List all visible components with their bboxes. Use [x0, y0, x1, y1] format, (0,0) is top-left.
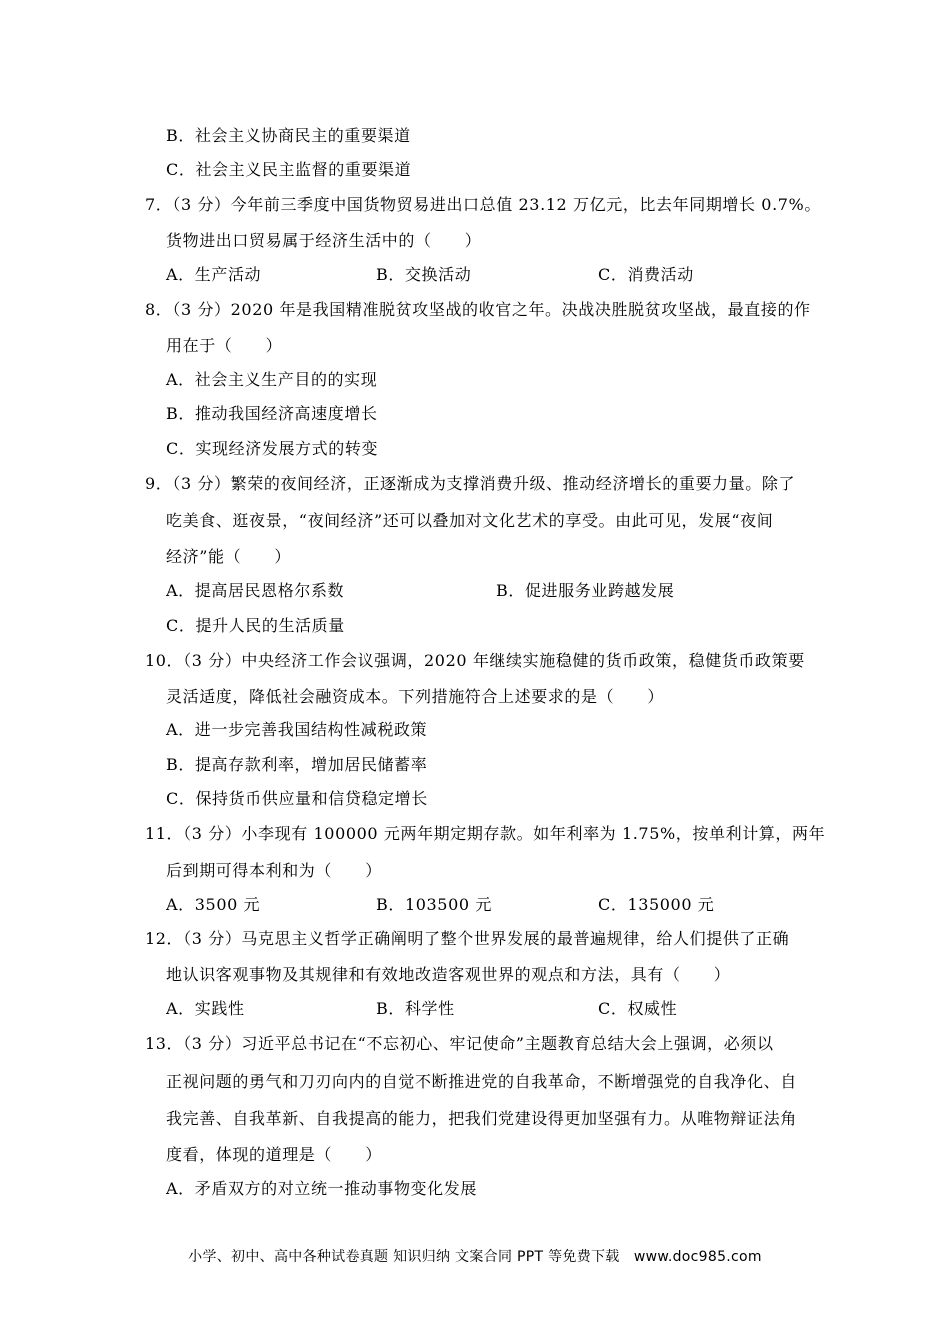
q7-option-b: B．交换活动 — [376, 265, 472, 284]
page-footer: 小学、初中、高中各种试卷真题 知识归纳 文案合同 PPT 等免费下载 www.doc985.com — [188, 1249, 762, 1265]
q12-stem-line2: 地认识客观事物及其规律和有效地改造客观世界的观点和方法，具有（ ） — [166, 965, 731, 984]
q9-option-b: B．促进服务业跨越发展 — [496, 581, 675, 600]
q9-stem-line1: 9．（3 分）繁荣的夜间经济，正逐渐成为支撑消费升级、推动经济增长的重要力量。除了 — [145, 474, 796, 493]
q11-option-a: A．3500 元 — [166, 895, 261, 914]
q7-option-a: A．生产活动 — [166, 265, 262, 284]
q12-option-a: A．实践性 — [166, 999, 245, 1018]
q12-stem-line1: 12．（3 分）马克思主义哲学正确阐明了整个世界发展的最普遍规律，给人们提供了正确 — [145, 929, 790, 948]
q10-option-c: C．保持货币供应量和信贷稳定增长 — [166, 789, 428, 808]
q12-option-c: C．权威性 — [598, 999, 678, 1018]
q10-option-a: A．进一步完善我国结构性减税政策 — [166, 720, 428, 739]
q8-option-b: B．推动我国经济高速度增长 — [166, 404, 378, 423]
q10-stem-line1: 10．（3 分）中央经济工作会议强调，2020 年继续实施稳健的货币政策，稳健货币政策要 — [145, 651, 805, 670]
q11-stem-line2: 后到期可得本利和为（ ） — [166, 861, 382, 880]
q9-stem-line3: 经济”能（ ） — [166, 547, 291, 566]
q10-stem-line2: 灵活适度，降低社会融资成本。下列措施符合上述要求的是（ ） — [166, 687, 665, 706]
q7-stem-line1: 7．（3 分）今年前三季度中国货物贸易进出口总值 23.12 万亿元，比去年同期增长 0.7%。 — [145, 195, 821, 214]
q8-stem-line1: 8．（3 分）2020 年是我国精准脱贫攻坚战的收官之年。决战决胜脱贫攻坚战，最直接的作 — [145, 300, 811, 319]
q13-stem-line3: 我完善、自我革新、自我提高的能力，把我们党建设得更加坚强有力。从唯物辩证法角 — [166, 1109, 797, 1128]
q7-stem-line2: 货物进出口贸易属于经济生活中的（ ） — [166, 231, 482, 250]
q8-option-a: A．社会主义生产目的的实现 — [166, 370, 378, 389]
q9-stem-line2: 吃美食、逛夜景，“夜间经济”还可以叠加对文化艺术的享受。由此可见，发展“夜间 — [166, 511, 774, 530]
q13-option-a: A．矛盾双方的对立统一推动事物变化发展 — [166, 1179, 477, 1198]
q12-option-b: B．科学性 — [376, 999, 455, 1018]
q6-option-c: C．社会主义民主监督的重要渠道 — [166, 160, 412, 179]
q6-option-b: B．社会主义协商民主的重要渠道 — [166, 126, 411, 145]
q8-option-c: C．实现经济发展方式的转变 — [166, 439, 379, 458]
q7-option-c: C．消费活动 — [598, 265, 694, 284]
q8-stem-line2: 用在于（ ） — [166, 336, 283, 355]
q11-option-c: C．135000 元 — [598, 895, 715, 914]
q10-option-b: B．提高存款利率，增加居民储蓄率 — [166, 755, 428, 774]
q13-stem-line1: 13．（3 分）习近平总书记在“不忘初心、牢记使命”主题教育总结大会上强调，必须以 — [145, 1034, 774, 1053]
q9-option-a: A．提高居民恩格尔系数 — [166, 581, 345, 600]
q13-stem-line2: 正视问题的勇气和刀刃向内的自觉不断推进党的自我革命，不断增强党的自我净化、自 — [166, 1072, 797, 1091]
q11-stem-line1: 11．（3 分）小李现有 100000 元两年期定期存款。如年利率为 1.75%，按单利计算，两年 — [145, 824, 826, 843]
q9-option-c: C．提升人民的生活质量 — [166, 616, 345, 635]
q11-option-b: B．103500 元 — [376, 895, 492, 914]
q13-stem-line4: 度看，体现的道理是（ ） — [166, 1145, 382, 1164]
